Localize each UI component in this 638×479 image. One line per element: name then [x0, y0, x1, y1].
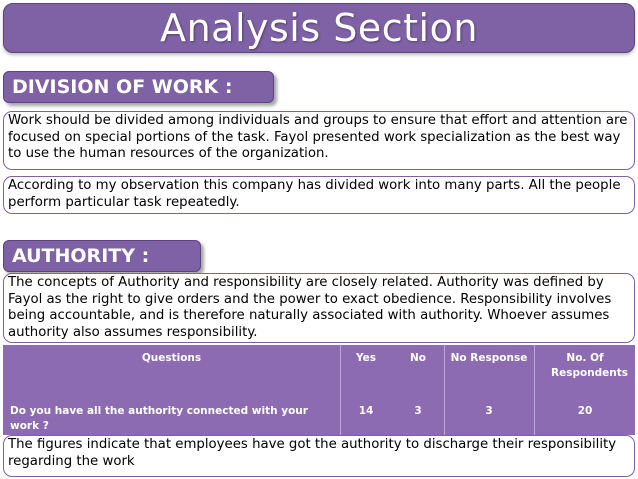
row-yes: 14	[358, 405, 374, 417]
header-no: No	[409, 352, 426, 364]
division-of-work-definition: Work should be divided among individuals and groups to ensure that effort and attention are focused on special portions of the task. Fayol presented work specialization as the best way to use the human resources of the organization.	[3, 111, 635, 170]
authority-conclusion: The figures indicate that employees have got the authority to discharge their responsibility regarding the work	[3, 435, 635, 477]
survey-table	[3, 345, 635, 435]
authority-heading: AUTHORITY :	[3, 240, 201, 272]
row-question: Do you have all the authority connected with your work ?	[10, 405, 308, 432]
authority-definition: The concepts of Authority and responsibility are closely related. Authority was defined by Fayol as the right to give orders and the power to exact obedience. Responsibility involves being accountable, and is therefore naturally associated with authority. Whoever assumes authority also assumes responsibility.	[3, 273, 635, 343]
header-no-response: No Response	[450, 352, 528, 364]
slide-title: Analysis Section	[160, 6, 478, 50]
slide-title-bar	[3, 3, 635, 53]
row-no-response: 3	[485, 405, 493, 417]
division-of-work-heading: DIVISION OF WORK :	[3, 71, 274, 103]
row-respondents: 20	[577, 405, 593, 417]
header-respondents: No. Of Respondents	[551, 352, 629, 379]
header-yes: Yes	[355, 352, 376, 364]
division-of-work-observation: According to my observation this company has divided work into many parts. All the people perform particular task repeatedly.	[3, 176, 635, 214]
header-questions: Questions	[141, 352, 202, 364]
row-no: 3	[414, 405, 422, 417]
column-divider	[534, 345, 535, 435]
